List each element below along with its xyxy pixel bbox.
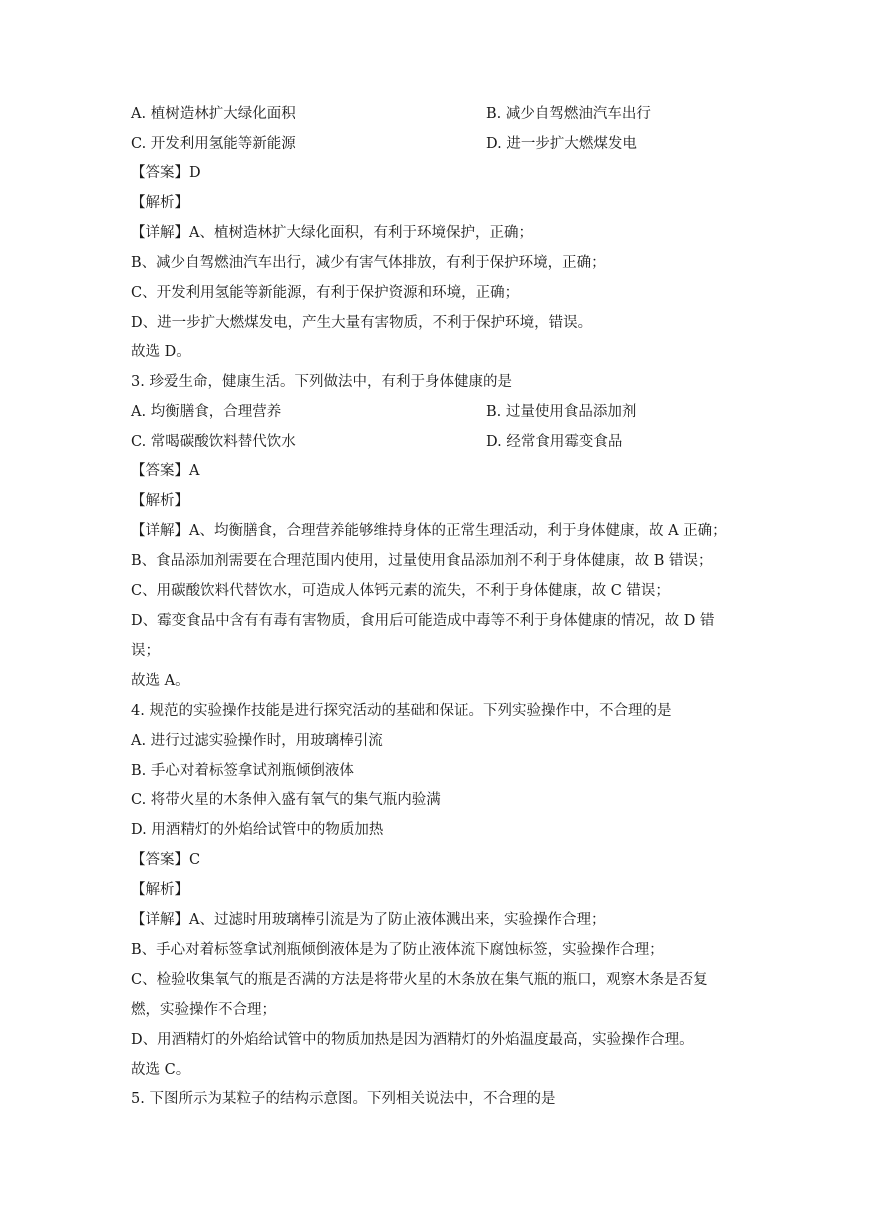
q2-detail-b: B、减少自驾燃油汽车出行，减少有害气体排放，有利于保护环境，正确；	[131, 255, 606, 271]
q2-option-b: B. 减少自驾燃油汽车出行	[486, 106, 651, 122]
q3-conclusion: 故选 A。	[131, 673, 190, 689]
q2-detail-c: C、开发利用氢能等新能源，有利于保护资源和环境，正确；	[131, 285, 520, 301]
q4-analysis-heading: 【解析】	[131, 882, 189, 898]
q4-answer: 【答案】C	[131, 852, 201, 868]
q5-stem: 5. 下图所示为某粒子的结构示意图。下列相关说法中，不合理的是	[131, 1091, 556, 1107]
q4-option-b: B. 手心对着标签拿试剂瓶倾倒液体	[131, 763, 354, 779]
q2-detail-d: D、进一步扩大燃煤发电，产生大量有害物质，不利于保护环境，错误。	[131, 315, 593, 331]
q3-detail-d-line1: D、霉变食品中含有有毒有害物质，食用后可能造成中毒等不利于身体健康的情况，故 D 错	[131, 613, 715, 629]
q3-detail-a: 【详解】A、均衡膳食，合理营养能够维持身体的正常生理活动，利于身体健康，故 A 正确；	[131, 523, 727, 539]
q4-option-d: D. 用酒精灯的外焰给试管中的物质加热	[131, 822, 384, 838]
q2-option-a: A. 植树造林扩大绿化面积	[131, 106, 296, 122]
q3-analysis-heading: 【解析】	[131, 493, 189, 509]
q2-analysis-heading: 【解析】	[131, 195, 189, 211]
q3-detail-c: C、用碳酸饮料代替饮水，可造成人体钙元素的流失，不利于身体健康，故 C 错误；	[131, 583, 670, 599]
q2-option-d: D. 进一步扩大燃煤发电	[486, 136, 637, 152]
q3-option-b: B. 过量使用食品添加剂	[486, 404, 637, 420]
q3-answer: 【答案】A	[131, 463, 200, 479]
q3-stem: 3. 珍爱生命，健康生活。下列做法中，有利于身体健康的是	[131, 374, 512, 390]
q4-conclusion: 故选 C。	[131, 1062, 191, 1078]
q3-detail-b: B、食品添加剂需要在合理范围内使用，过量使用食品添加剂不利于身体健康，故 B 错误；	[131, 553, 713, 569]
q4-stem: 4. 规范的实验操作技能是进行探究活动的基础和保证。下列实验操作中，不合理的是	[131, 703, 672, 719]
q2-option-c: C. 开发利用氢能等新能源	[131, 136, 296, 152]
q4-detail-c-line1: C、检验收集氧气的瓶是否满的方法是将带火星的木条放在集气瓶的瓶口，观察木条是否复	[131, 972, 708, 988]
q2-answer: 【答案】D	[131, 165, 201, 181]
q4-detail-c-line2: 燃，实验操作不合理；	[131, 1002, 276, 1018]
q3-option-d: D. 经常食用霉变食品	[486, 434, 623, 450]
q3-detail-d-line2: 误；	[131, 643, 160, 659]
q4-detail-d: D、用酒精灯的外焰给试管中的物质加热是因为酒精灯的外焰温度最高，实验操作合理。	[131, 1032, 694, 1048]
q3-option-a: A. 均衡膳食，合理营养	[131, 404, 282, 420]
q3-option-c: C. 常喝碳酸饮料替代饮水	[131, 434, 296, 450]
q2-detail-a: 【详解】A、植树造林扩大绿化面积，有利于环境保护，正确；	[131, 225, 533, 241]
q4-option-a: A. 进行过滤实验操作时，用玻璃棒引流	[131, 733, 383, 749]
q2-conclusion: 故选 D。	[131, 344, 191, 360]
q4-detail-b: B、手心对着标签拿试剂瓶倾倒液体是为了防止液体流下腐蚀标签，实验操作合理；	[131, 942, 664, 958]
q4-detail-a: 【详解】A、过滤时用玻璃棒引流是为了防止液体溅出来，实验操作合理；	[131, 912, 606, 928]
q4-option-c: C. 将带火星的木条伸入盛有氧气的集气瓶内验满	[131, 792, 441, 808]
